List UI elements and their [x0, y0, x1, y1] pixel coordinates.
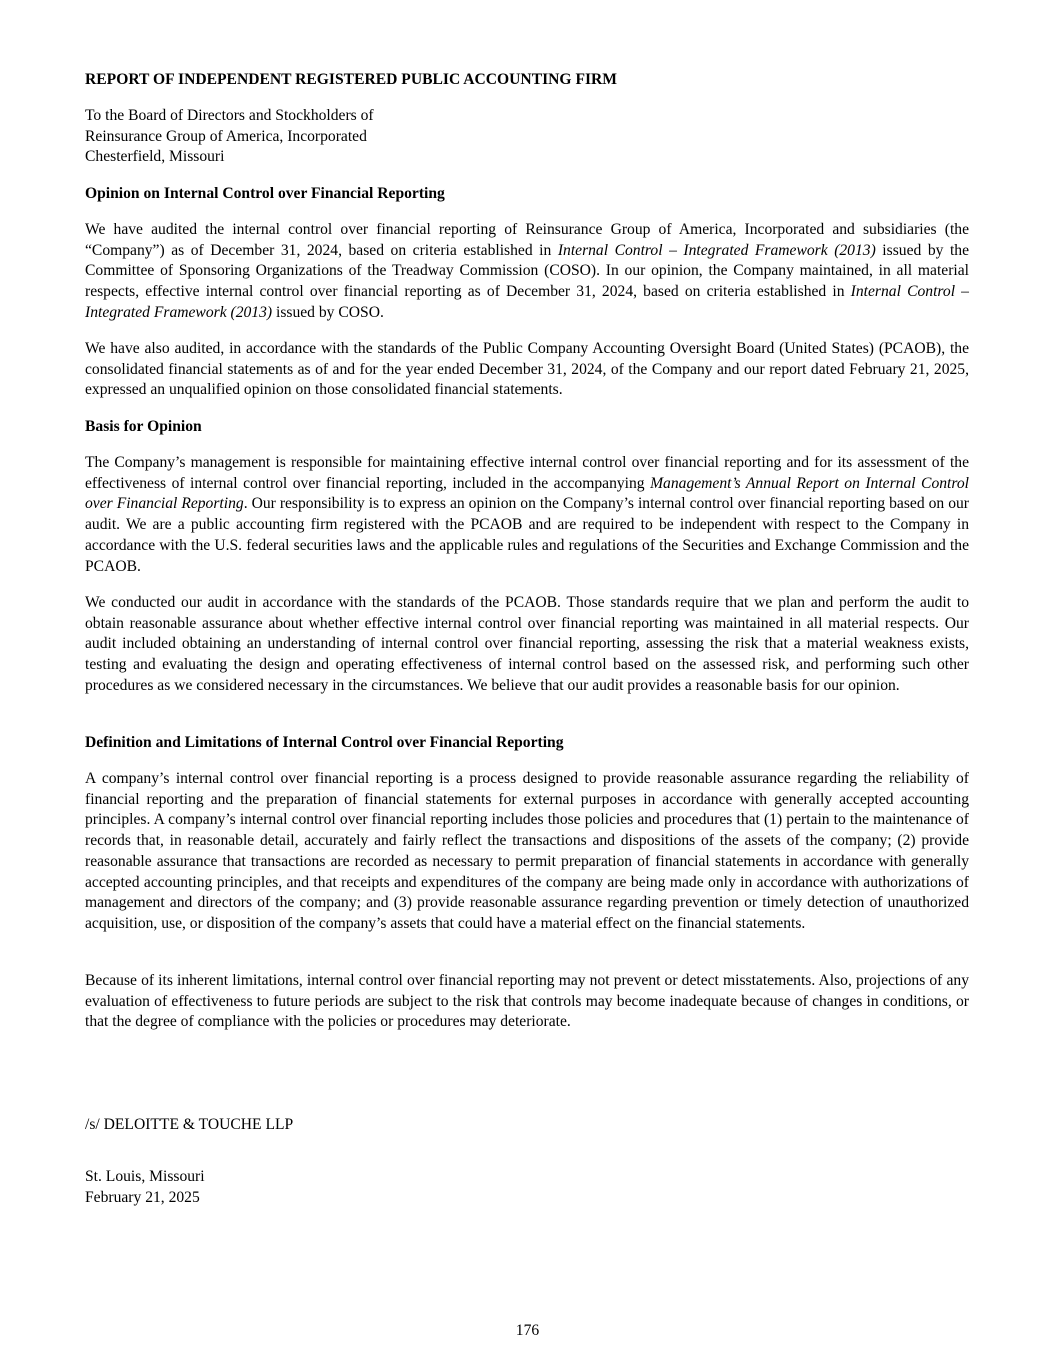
addressee-line: Reinsurance Group of America, Incorporated	[85, 127, 367, 145]
signature-firm: /s/ DELOITTE & TOUCHE LLP	[85, 1116, 294, 1133]
basis-paragraph-2: We conducted our audit in accordance with the standards of the PCAOB. Those standards require that we plan and perform the audit to obtain reasonable assurance about whether effective internal control over financial reporting was maintained in all material respects. Our audit included obtaining an understanding of internal control over financial reporting, assessing the risk that a material weakness exists, testing and evaluating the design and operating effectiveness of internal control based on the assessed risk, and performing such other procedures as we considered necessary in the circumstances. We believe that our audit provides a reasonable basis for our opinion.	[85, 594, 969, 694]
report-title: REPORT OF INDEPENDENT REGISTERED PUBLIC ACCOUNTING FIRM	[85, 71, 618, 88]
italic-framework-title: Internal Control – Integrated Framework (2013)	[557, 241, 876, 259]
addressee-line: Chesterfield, Missouri	[85, 148, 225, 166]
signature-date: February 21, 2025	[85, 1189, 200, 1206]
signature-location: St. Louis, Missouri	[85, 1168, 205, 1185]
text-run: issued by COSO.	[272, 303, 384, 321]
section-heading-definition: Definition and Limitations of Internal Control over Financial Reporting	[85, 734, 564, 751]
italic-report-title: Management’s Annual Report on Internal Control over Financial Reporting	[85, 474, 970, 513]
definition-paragraph-1: A company’s internal control over financial reporting is a process designed to provide reasonable assurance regarding the reliability of financial reporting and the preparation of financial statements for external purposes in accordance with generally accepted accounting principles. A company’s internal control over financial reporting includes those policies and procedures that (1) pertain to the maintenance of records that, in reasonable detail, accurately and fairly reflect the transactions and dispositions of the assets of the company; (2) provide reasonable assurance that transactions are recorded as necessary to permit preparation of financial statements in accordance with generally accepted accounting principles, and that receipts and expenditures of the company are being made only in accordance with authorizations of management and directors of the company; and (3) provide reasonable assurance regarding prevention or timely detection of unauthorized acquisition, use, or disposition of the company’s assets that could have a material effect on the financial statements.	[85, 770, 969, 932]
opinion-paragraph-1	[85, 220, 969, 324]
section-heading-basis: Basis for Opinion	[85, 418, 202, 435]
text-run: The Company’s management is responsible for maintaining effective internal control over financial reporting and for its assessment of the effectiveness of internal control over financial reporting, included in the accompanying	[85, 454, 969, 492]
addressee-line: To the Board of Directors and Stockholders of	[85, 107, 374, 124]
text-run: We have audited the internal control over financial reporting of Reinsurance Group of America, Incorporated and subsidiaries (the “Company”) as of December 31, 2024, based on criteria established in	[85, 221, 969, 259]
page-number: 176	[515, 1322, 540, 1339]
basis-paragraph-1	[85, 453, 969, 577]
definition-paragraph-2: Because of its inherent limitations, internal control over financial reporting may not prevent or detect misstatements. Also, projections of any evaluation of effectiveness to future periods are subject to the risk that controls may become inadequate because of changes in conditions, or that the degree of compliance with the policies or procedures may deteriorate.	[85, 972, 969, 1031]
text-run: issued by the Committee of Sponsoring Organizations of the Treadway Commission (COSO). In our opinion, the Company maintained, in all material respects, effective internal control over financial reporting as of December 31, 2024, based on criteria established in	[85, 241, 969, 301]
section-heading-opinion: Opinion on Internal Control over Financial Reporting	[85, 185, 445, 202]
italic-framework-title: Internal Control – Integrated Framework (2013)	[85, 283, 969, 321]
addressee-block	[85, 106, 374, 168]
opinion-paragraph-2: We have also audited, in accordance with the standards of the Public Company Accounting Oversight Board (United States) (PCAOB), the consolidated financial statements as of and for the year ended December 31, 2024, of the Company and our report dated February 21, 2025, expressed an unqualified opinion on those consolidated financial statements.	[85, 340, 969, 399]
text-run: . Our responsibility is to express an opinion on the Company’s internal control over financial reporting based on our audit. We are a public accounting firm registered with the PCAOB and are required to be independent with respect to the Company in accordance with the U.S. federal securities laws and the applicable rules and regulations of the Securities and Exchange Commission and the PCAOB.	[85, 495, 969, 575]
